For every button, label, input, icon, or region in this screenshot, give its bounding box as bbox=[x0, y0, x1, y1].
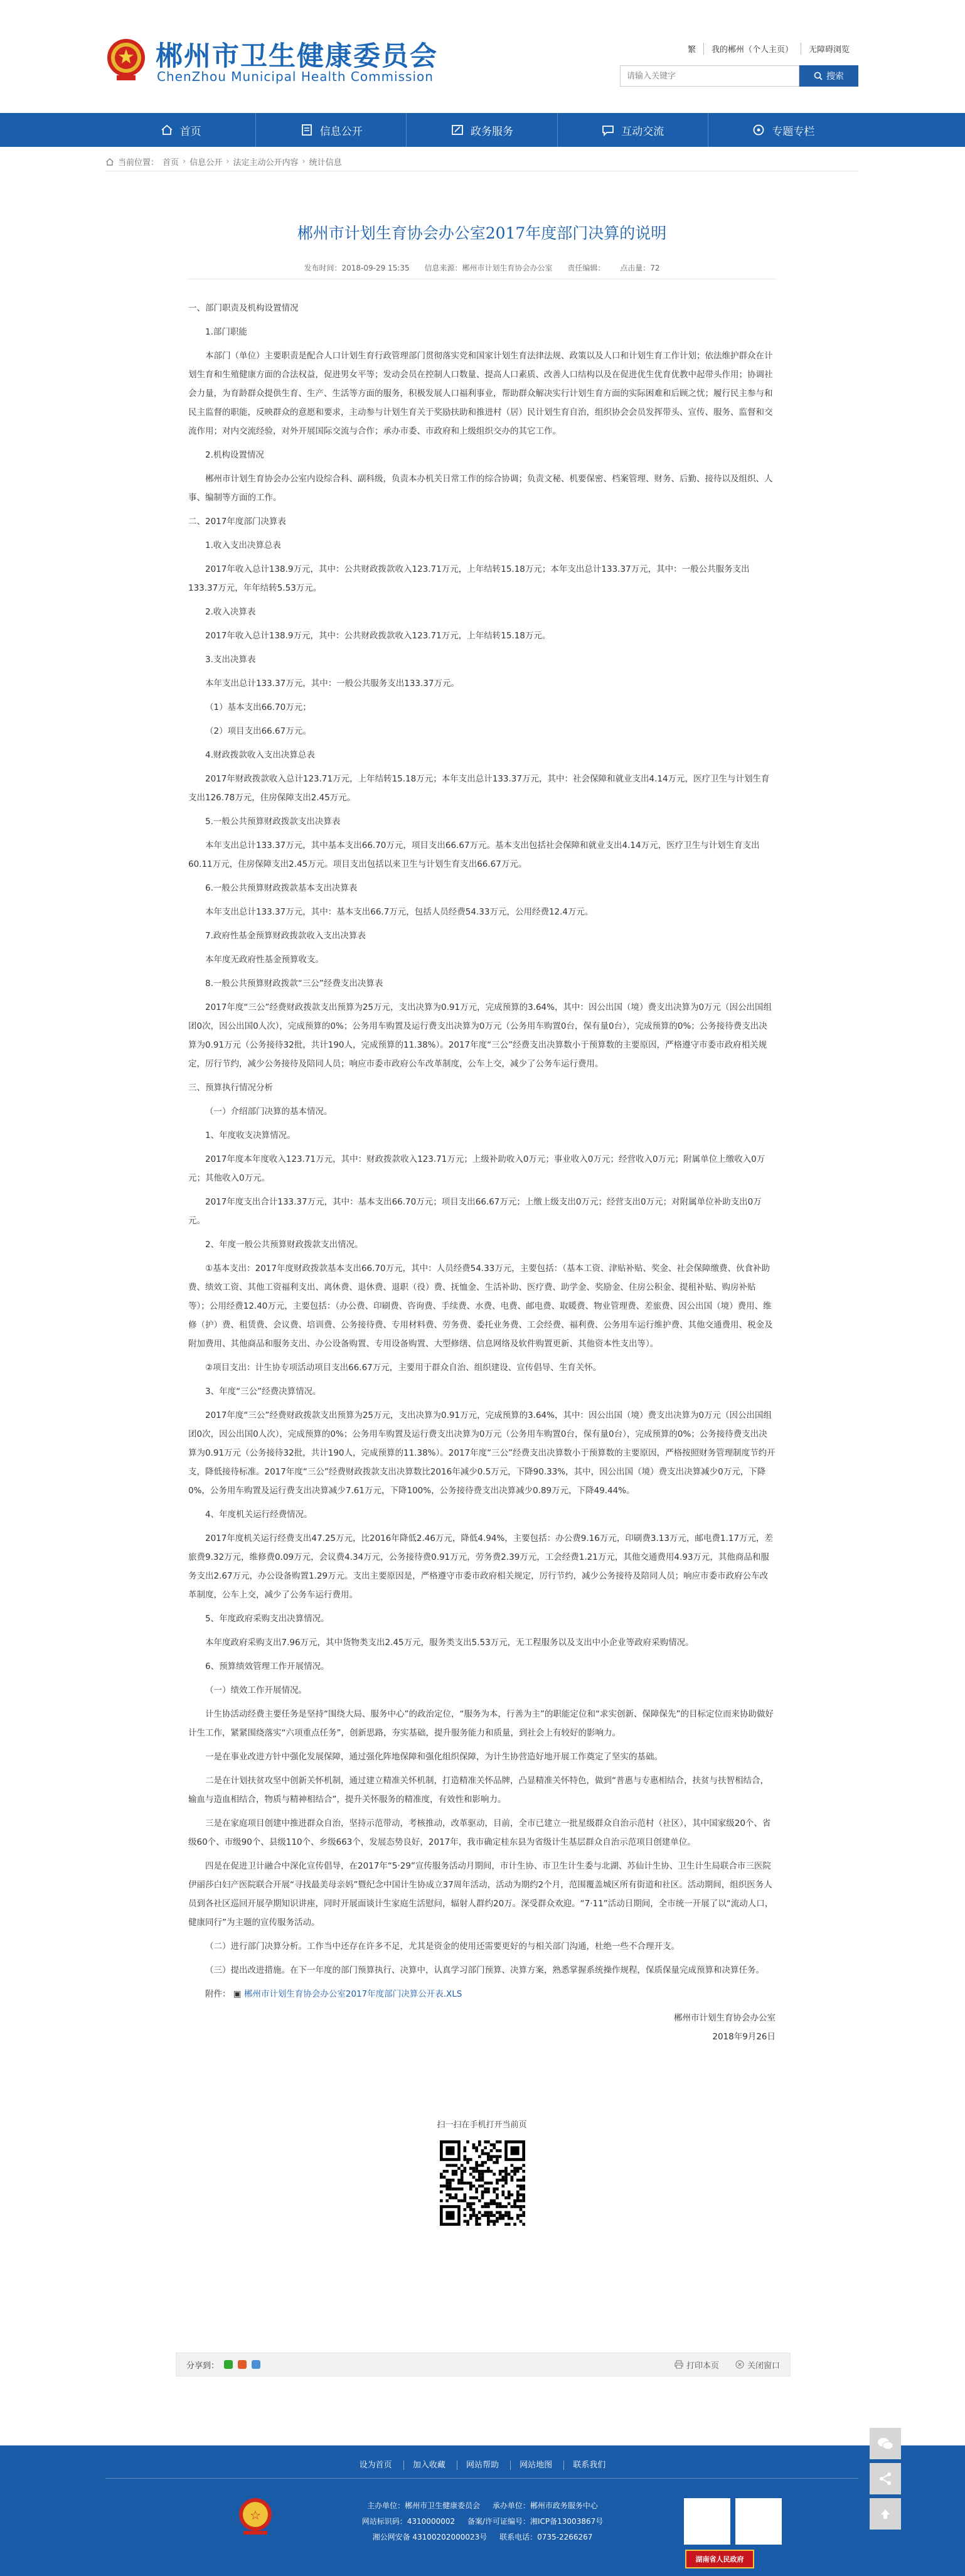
article-paragraph: 2.机构设置情况 bbox=[205, 450, 264, 460]
nav-info-label: 信息公开 bbox=[319, 125, 363, 138]
article-paragraph: 本年度无政府性基金预算收支。 bbox=[205, 955, 324, 965]
nav-topics-label: 专题专栏 bbox=[772, 125, 815, 138]
search-button[interactable] bbox=[799, 65, 858, 87]
article-paragraph: 一是在事业改进方针中强化发展保障，通过强化阵地保障和强化组织保障，为计生协营造好地开展工作奠定了坚实的基础。 bbox=[205, 1752, 663, 1762]
article-paragraph: （一）介绍部门决算的基本情况。 bbox=[205, 1107, 333, 1117]
floating-toolbar bbox=[870, 2428, 901, 2530]
topic-icon bbox=[752, 123, 765, 137]
article-paragraph: 3.支出决算表 bbox=[205, 655, 256, 665]
article-paragraph: （一）绩效工作开展情况。 bbox=[205, 1685, 307, 1695]
nav-interaction[interactable] bbox=[558, 113, 708, 147]
footer-site-code: 网站标识码：4310000002 bbox=[361, 2517, 456, 2526]
article-paragraph: 计生协活动经费主要任务是坚持“围绕大局、服务中心”的政治定位，“服务为本，行善为主”的职能定位和“求实创新、保障保先”的目标定位而来协助做好计生工作，紧紧围绕落实“六项重点任务”，创新思路，夯实基础，提升服务能力和质量，到社会上有较好的影响力。 bbox=[188, 1709, 774, 1738]
article-title: 郴州市计划生育协会办公室2017年度部门决算的说明 bbox=[297, 224, 667, 242]
site-name-english: ChenZhou Municipal Health Commission bbox=[157, 69, 434, 84]
close-label: 关闭窗口 bbox=[747, 2361, 780, 2371]
search-input[interactable] bbox=[621, 66, 799, 86]
nav-interaction-label: 互动交流 bbox=[621, 125, 664, 138]
site-name[interactable]: 郴州市卫生健康委员会 bbox=[156, 41, 438, 72]
attachment-file-icon: ▣ bbox=[233, 1989, 242, 1999]
article-paragraph: 2017年收入总计138.9万元，其中：公共财政拨款收入123.71万元，上年结转15.18万元；本年支出总计133.37万元，其中：一般公共服务支出133.37万元，年年结转5.53万元。 bbox=[188, 564, 750, 593]
article-paragraphs bbox=[188, 299, 776, 1980]
nav-service-label: 政务服务 bbox=[471, 125, 513, 138]
search-box bbox=[620, 65, 799, 87]
arrow-up-icon bbox=[878, 2507, 892, 2521]
share-float-button[interactable] bbox=[870, 2463, 901, 2494]
signature: 郴州市计划生育协会办公室 bbox=[674, 2013, 776, 2023]
home-icon bbox=[160, 123, 174, 137]
footer-link[interactable]: 网站帮助 bbox=[457, 2461, 508, 2470]
nav-gov-service[interactable] bbox=[407, 113, 557, 147]
footer-police[interactable]: 湘公网安备 43100202000023号 bbox=[372, 2533, 488, 2541]
info-icon bbox=[300, 123, 314, 137]
article-paragraph: 本年支出总计133.37万元，其中：基本支出66.7万元，包括人员经费54.33万元，公用经费12.4万元。 bbox=[205, 907, 594, 917]
footer-link[interactable]: 网站地图 bbox=[510, 2461, 561, 2470]
qr-caption: 扫一扫在手机打开当前页 bbox=[437, 2120, 527, 2130]
search-button-label: 搜索 bbox=[826, 72, 844, 82]
footer-icp[interactable]: 备案/许可证编号：湘ICP备13003867号 bbox=[467, 2517, 604, 2526]
article-paragraph: （2）项目支出66.67万元。 bbox=[205, 726, 311, 736]
my-chenzhou-link[interactable]: 我的郴州（个人主页） bbox=[703, 43, 801, 55]
section-heading: 一、部门职责及机构设置情况 bbox=[188, 303, 299, 313]
article-paragraph: 1.收入支出决算总表 bbox=[205, 540, 281, 550]
article-paragraph: 2017年度“三公”经费财政拨款支出预算为25万元，支出决算为0.91万元，完成预算的3.64%，其中：因公出国（境）费支出决算为0万元（因公出国组团0次，因公出国0人次），完成预算的0%；公务用车购置及运行费支出决算为0万元（公务用车购置0台，保有量0台），完成预算的0%；公务接待费支出决算为0.91万元（公务接待32批，共计190人，完成预算的11.38%）。2017年度“三公”经费支出决算数小于预算数的主要原因，严格遵守市委市政府相关规定，厉行节约，减少公务接待及陪同人员；响应市委市政府公车改革制度，公车上交，减少了公务车运行费用。 bbox=[188, 1002, 772, 1069]
share-bar bbox=[176, 2353, 791, 2376]
article-paragraph: 2017年度“三公”经费财政拨款支出预算为25万元，支出决算为0.91万元，完成预算的3.64%，其中：因公出国（境）费支出决算为0万元（因公出国组团0次，因公出国0人次），完成预算的0%；公务用车购置及运行费支出决算为0万元（公务用车购置0台，保有量0台），完成预算的0%；公务接待费支出决算为0.91万元（公务接待32批，共计190人，完成预算的11.38%）。2017年度“三公”经费支出决算数小于预算数的主要原因，严格按照财务管理制度节约开支，降低接待标准。2017年度“三公”经费财政拨款支出决算数比2016年减少0.5万元，下降90.33%，其中，因公出国（境）费支出决算减少0万元，下降0%，公务用车购置及运行费支出决算减少7.61万元，下降100%，公务接待费支出决算减少0.89万元，下降49.44%。 bbox=[188, 1410, 776, 1496]
qr-code-image bbox=[440, 2140, 525, 2226]
article-paragraph: 四是在促进卫计融合中深化宣传倡导，在2017年“5·29”宣传服务活动月期间，市计生协、市卫生计生委与北湖、苏仙计生协、卫生计生局联合市三医院伊丽莎白妇产医院联合开展“寻找最美母亲妈”暨纪念中国计生协成立37周年活动，活动为期约2个月，范围覆盖城区所有街道和社区。活动期间，组织医务人员到各社区巡回开展孕期知识讲座，同时开展面谈计生家庭生活慰问，辐射人群约20万。深受群众欢迎。“7·11”活动日期间，全市统一开展了以“流动人口，健康同行”为主题的宣传服务活动。 bbox=[188, 1861, 774, 1928]
national-emblem-icon bbox=[105, 36, 147, 82]
svg-text:☆: ☆ bbox=[250, 2508, 261, 2523]
attachment-link[interactable]: 郴州市计划生育协会办公室2017年度部门决算公开表.XLS bbox=[243, 1989, 462, 1999]
print-button[interactable] bbox=[674, 2359, 719, 2371]
wechat-float-button[interactable] bbox=[870, 2428, 901, 2459]
article-paragraph: 3、年度“三公”经费决算情况。 bbox=[205, 1387, 321, 1397]
article-paragraph: 2、年度一般公共预算财政拨款支出情况。 bbox=[205, 1240, 363, 1250]
article-paragraph: 2017年收入总计138.9万元，其中：公共财政拨款收入123.71万元，上年结转15.18万元。 bbox=[205, 631, 551, 641]
attachment-label: 附件： bbox=[205, 1989, 231, 1999]
article-body bbox=[188, 299, 776, 2046]
close-window-button[interactable] bbox=[735, 2359, 780, 2371]
article-paragraph: 2017年度机关运行经费支出47.25万元，比2016年降低2.46万元，降低4.94%，主要包括：办公费9.16万元，印刷费3.13万元，邮电费1.17万元，差旅费9.32万元，维修费0.09万元，会议费4.34万元，公务接待费0.91万元，劳务费2.39万元，工会经费1.21万元，其他交通费用4.93万元，其他商品和服务支出2.67万元，办公设备购置1.29万元。支出主要原因是，严格遵守市委市政府相关规定，厉行节约，减少公务接待及陪同人员；响应市委市政府公车改革制度，公车上交，减少了公务车运行费用。 bbox=[188, 1533, 773, 1600]
accessibility-link[interactable]: 无障碍浏览 bbox=[801, 43, 857, 55]
article-paragraph: 8.一般公共预算财政拨款“三公”经费支出决算表 bbox=[205, 979, 383, 989]
footer-host: 主办单位：郴州市卫生健康委员会 bbox=[367, 2501, 481, 2510]
article-paragraph: 2017年度本年度收入123.71万元，其中：财政拨款收入123.71万元；上级补助收入0万元；事业收入0万元；经营收入0万元；附属单位上缴收入0万元；其他收入0万元。 bbox=[188, 1154, 765, 1183]
home-icon bbox=[105, 158, 114, 166]
article-paragraph: （二）进行部门决算分析。工作当中还存在许多不足，尤其是资金的使用还需要更好的与相关部门沟通，杜绝一些不合理开支。 bbox=[205, 1941, 680, 1951]
article-paragraph: 4、年度机关运行经费情况。 bbox=[205, 1510, 312, 1520]
article-paragraph: 本年度政府采购支出7.96万元，其中货物类支出2.45万元，服务类支出5.53万元，无工程服务以及支出中小企业等政府采购情况。 bbox=[205, 1638, 694, 1648]
breadcrumb bbox=[105, 156, 342, 168]
service-icon bbox=[451, 123, 464, 137]
main-nav bbox=[0, 113, 965, 147]
printer-icon bbox=[674, 2360, 683, 2369]
breadcrumb-item[interactable]: 首页 bbox=[163, 158, 179, 168]
footer-links bbox=[0, 2458, 965, 2470]
hunan-government-badge[interactable]: 湖南省人民政府 bbox=[685, 2550, 754, 2568]
nav-info-public[interactable] bbox=[256, 113, 407, 147]
view-count: 点击量：72 bbox=[620, 264, 660, 272]
article-paragraph: 本年支出总计133.37万元，其中基本支出66.70万元，项目支出66.67万元。基本支出包括社会保障和就业支出4.14万元，医疗卫生与计划生育支出60.11万元，住房保障支出2.45万元。项目支出包括以来卫生与计划生育支出66.67万元。 bbox=[188, 840, 760, 869]
section-heading: 三、预算执行情况分析 bbox=[188, 1083, 273, 1093]
article-paragraph: 6、预算绩效管理工作开展情况。 bbox=[205, 1661, 329, 1672]
nav-home-label: 首页 bbox=[179, 125, 201, 138]
publish-date: 发布时间：2018-09-29 15:35 bbox=[304, 264, 410, 272]
traditional-chinese-link[interactable]: 繁 bbox=[687, 45, 696, 55]
breadcrumb-item[interactable]: 统计信息 bbox=[309, 158, 342, 168]
article-paragraph: 2017年财政拨款收入总计123.71万元，上年结转15.18万元；本年支出总计133.37万元，其中：社会保障和就业支出4.14万元，医疗卫生与计划生育支出126.78万元，住房保障支出2.45万元。 bbox=[188, 774, 770, 803]
article-paragraph: 2017年度支出合计133.37万元，其中：基本支出66.70万元；项目支出66.67万元；上缴上级支出0万元；经营支出0万元；对附属单位补助支出0万元。 bbox=[188, 1197, 762, 1226]
breadcrumb-separator: › bbox=[302, 157, 306, 166]
share-icon bbox=[878, 2471, 893, 2486]
article-paragraph: 三是在家庭项目创建中推进群众自治，坚持示范带动，考核推动，改革驱动，目前，全市已建立一批星级群众自治示范村（社区），其中国家级20个、省级60个、市级90个、县级110个、乡级663个，发展态势良好，2017年，我市确定桂东县为省级计生基层群众自治示范项目创建单位。 bbox=[188, 1818, 771, 1847]
divider bbox=[105, 2478, 858, 2479]
article-paragraph: （1）基本支出66.70万元； bbox=[205, 702, 311, 712]
article-paragraph: 二是在计划扶贫攻坚中创新关怀机制，通过建立精准关怀机制，打造精准关怀品牌，凸显精准关怀特色，做到“普惠与专惠相结合，扶贫与扶智相结合，输血与造血相结合，物质与精神相结合”，提升关怀服务的精准度，有效性和影响力。 bbox=[188, 1776, 769, 1805]
share-label: 分享到： bbox=[186, 2361, 220, 2371]
article-paragraph: 6.一般公共预算财政拨款基本支出决算表 bbox=[205, 883, 358, 893]
close-icon bbox=[735, 2360, 744, 2369]
breadcrumb-separator: › bbox=[183, 157, 186, 166]
qzone-share-icon[interactable] bbox=[252, 2360, 260, 2369]
wechat-share-icon[interactable] bbox=[224, 2360, 233, 2369]
breadcrumb-item[interactable]: 法定主动公开内容 bbox=[233, 158, 299, 168]
weibo-qr-code bbox=[735, 2498, 782, 2545]
article-paragraph: （三）提出改进措施。在下一年度的部门预算执行、决算中，认真学习部门预算、决算方案，熟悉掌握系统操作规程，保质保量完成预算和决算任务。 bbox=[205, 1965, 764, 1975]
print-label: 打印本页 bbox=[686, 2361, 719, 2371]
article-paragraph: 2.收入决算表 bbox=[205, 607, 256, 617]
article-paragraph: 本部门（单位）主要职责是配合人口计划生育行政管理部门贯彻落实党和国家计划生育法律法规、政策以及人口和计划生育工作计划；依法维护群众在计划生育和生殖健康方面的合法权益，促进男女平等；发动会员在控制人口数量、提高人口素质、改善人口结构以及在促进优生优育优教中起带头作用；协调社会力量，为育龄群众提供生育、生产、生活等方面的服务，积极发展人口福利事业，帮助群众解决实行计划生育方面的实际困难和后顾之忧；履行民主参与和民主监督的职能，反映群众的意愿和要求，主动参与计划生育关于奖励扶助和推进村（居）民计划生育自治，组织协会会员发挥带头、宣传、服务、监督和交流作用；对内交流经验，对外开展国际交流与合作；承办市委、市政府和上级组织交办的其它工作。 bbox=[188, 351, 773, 436]
footer-info bbox=[0, 2498, 965, 2545]
nav-topics[interactable] bbox=[708, 113, 858, 147]
site-header bbox=[0, 0, 965, 113]
back-to-top-button[interactable] bbox=[870, 2498, 901, 2530]
nav-home[interactable] bbox=[105, 113, 256, 147]
attachment-row bbox=[188, 1985, 776, 2004]
section-heading: 二、2017年度部门决算表 bbox=[188, 517, 286, 527]
article-paragraph: 5、年度政府采购支出决算情况。 bbox=[205, 1614, 329, 1624]
footer-undertaker: 承办单位：郴州市政务服务中心 bbox=[492, 2501, 598, 2510]
chat-icon bbox=[601, 123, 615, 137]
breadcrumb-item[interactable]: 信息公开 bbox=[189, 158, 223, 168]
wechat-icon bbox=[877, 2437, 893, 2450]
sign-date: 2018年9月26日 bbox=[712, 2032, 776, 2042]
site-footer bbox=[0, 2445, 965, 2576]
search-icon bbox=[814, 72, 823, 80]
article-paragraph: 5.一般公共预算财政拨款支出决算表 bbox=[205, 817, 341, 827]
wechat-qr-code bbox=[684, 2498, 730, 2545]
article-paragraph: ②项目支出：计生协专项活动项目支出66.67万元，主要用于群众自治、组织建设、宣传倡导、生育关怀。 bbox=[205, 1363, 602, 1373]
responsible-editor: 责任编辑： bbox=[567, 264, 605, 272]
weibo-share-icon[interactable] bbox=[238, 2360, 247, 2369]
article-paragraph: 1.部门职能 bbox=[205, 327, 247, 337]
article-paragraph: 郴州市计划生育协会办公室内设综合科、副科级，负责本办机关日常工作的综合协调；负责文秘、机要保密、档案管理、财务、后勤、接待以及组织、人事、编制等方面的工作。 bbox=[188, 474, 773, 503]
article-paragraph: ①基本支出：2017年度财政拨款基本支出66.70万元，其中：人员经费54.33万元，主要包括：（基本工资、津贴补贴、奖金、社会保障缴费、伙食补助费、绩效工资、其他工资福利支出、离休费、退休费、退职（役）费、抚恤金、生活补助、医疗费、助学金、奖励金、住房公积金、提租补贴、购房补贴等）；公用经费12.40万元，主要包括：（办公费、印刷费、咨询费、手续费、水费、电费、邮电费、取暖费、物业管理费、差旅费、因公出国（境）费用、维修（护）费、租赁费、会议费、培训费、公务接待费、专用材料费、劳务费、委托业务费、工会经费、福利费、公务用车运行维护费、其他交通费用、税金及附加费用、其他商品和服务支出、办公设备购置、专用设备购置、大型修缮、信息网络及软件购置更新、其他资本性支出等）。 bbox=[188, 1264, 773, 1349]
footer-link[interactable]: 设为首页 bbox=[359, 2461, 392, 2470]
footer-link[interactable]: 加入收藏 bbox=[403, 2461, 454, 2470]
info-source: 信息来源：郴州市计划生育协会办公室 bbox=[424, 264, 553, 272]
breadcrumb-separator: › bbox=[226, 157, 230, 166]
footer-phone: 联系电话：0735-2266267 bbox=[499, 2533, 593, 2541]
breadcrumb-prefix: 当前位置： bbox=[118, 158, 159, 168]
footer-link[interactable]: 联系我们 bbox=[563, 2461, 614, 2470]
article-paragraph: 1、年度收支决算情况。 bbox=[205, 1130, 296, 1140]
article-paragraph: 7.政府性基金预算财政拨款收入支出决算表 bbox=[205, 931, 366, 941]
article-paragraph: 4.财政拨款收入支出决算总表 bbox=[205, 750, 315, 760]
article-paragraph: 本年支出总计133.37万元，其中：一般公共服务支出133.37万元。 bbox=[205, 679, 459, 689]
utility-links bbox=[680, 43, 857, 55]
article-meta bbox=[105, 262, 858, 273]
